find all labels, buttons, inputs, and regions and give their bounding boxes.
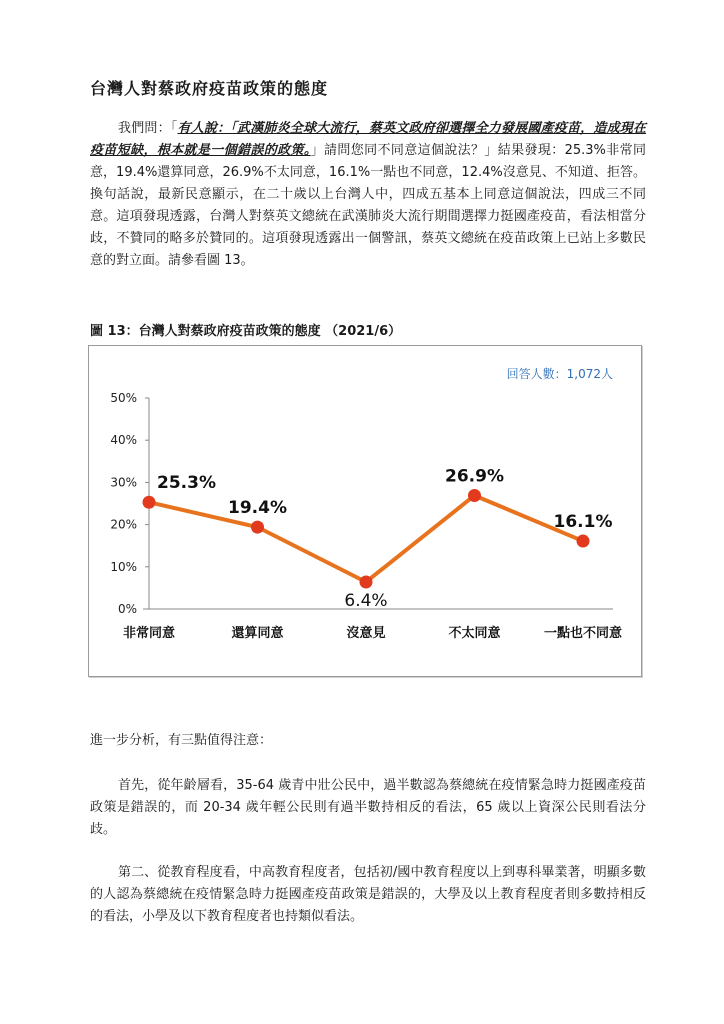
series-line xyxy=(149,495,583,582)
chart-container xyxy=(88,345,642,677)
analysis-point-1: 首先，從年齡層看，35-64 歲青中壯公民中，過半數認為蔡總統在疫情緊急時力挺國產疫苗政策是錯誤的，而 20-34 歲年輕公民則有過半數持相反的看法，65 歲以上資深公民則看法分歧。 xyxy=(90,778,646,837)
intro-quote: 有人說：「武漢肺炎全球大流行，蔡英文政府卻選擇全力發展國產疫苗，造成現在疫苗短缺，根本就是一個錯誤的政策。 xyxy=(90,121,646,158)
data-point-marker xyxy=(143,496,155,508)
analysis-point-2: 第二、從教育程度看，中高教育程度者，包括初/國中教育程度以上到專科畢業著，明顯多數的人認為蔡總統在疫情緊急時力挺國產疫苗政策是錯誤的，大學及以上教育程度者則多數持相反的看法，小學及以下教育程度者也持類似看法。 xyxy=(90,865,646,924)
data-point-marker xyxy=(360,576,372,588)
data-label: 6.4% xyxy=(344,590,388,611)
y-tick-label: 50% xyxy=(110,391,137,405)
x-category-label: 一點也不同意 xyxy=(543,626,623,641)
y-tick-label: 30% xyxy=(110,475,137,490)
data-point-marker xyxy=(577,535,589,547)
y-tick-label: 40% xyxy=(110,433,137,448)
respondent-count-annotation: 回答人數：1,072人 xyxy=(506,367,613,381)
x-category-label: 還算同意 xyxy=(231,626,284,641)
figure-caption: 圖 13：台灣人對蔡政府疫苗政策的態度 （2021/6） xyxy=(90,324,402,339)
data-point-marker xyxy=(252,521,264,533)
y-tick-label: 10% xyxy=(110,559,137,574)
data-label: 25.3% xyxy=(157,473,216,494)
y-tick-label: 20% xyxy=(110,517,137,532)
line-chart xyxy=(89,346,641,676)
x-category-label: 非常同意 xyxy=(122,626,176,641)
document-title: 台灣人對蔡政府疫苗政策的態度 xyxy=(90,79,329,98)
data-label: 19.4% xyxy=(228,498,287,519)
data-label: 16.1% xyxy=(553,512,613,533)
intro-rest: 」請問您同不同意這個說法？」結果發現：25.3%非常同意，19.4%還算同意，26.9%不太同意，16.1%一點也不同意，12.4%沒意見、不知道、拒答。換句話說，最新民意顯示，在二十歲以上台灣人中，四成五基本上同意這個說法，四成三不同意。這項發現透露，台灣人對蔡英文總統在武漢肺炎大流行期間選擇力挺國產疫苗，看法相當分歧，不贊同的略多於贊同的。這項發現透露出一個警訊，蔡英文總統在疫苗政策上已站上多數民意的對立面。請參看圖 13。 xyxy=(90,143,646,268)
intro-lead: 我們問：「 xyxy=(118,121,178,136)
intro-paragraph xyxy=(90,118,646,272)
data-label: 26.9% xyxy=(445,466,504,487)
x-category-label: 不太同意 xyxy=(448,626,501,641)
y-tick-label: 0% xyxy=(117,602,137,616)
x-category-label: 沒意見 xyxy=(346,626,386,641)
analysis-intro: 進一步分析，有三點值得注意： xyxy=(90,733,273,748)
data-point-marker xyxy=(469,489,481,501)
